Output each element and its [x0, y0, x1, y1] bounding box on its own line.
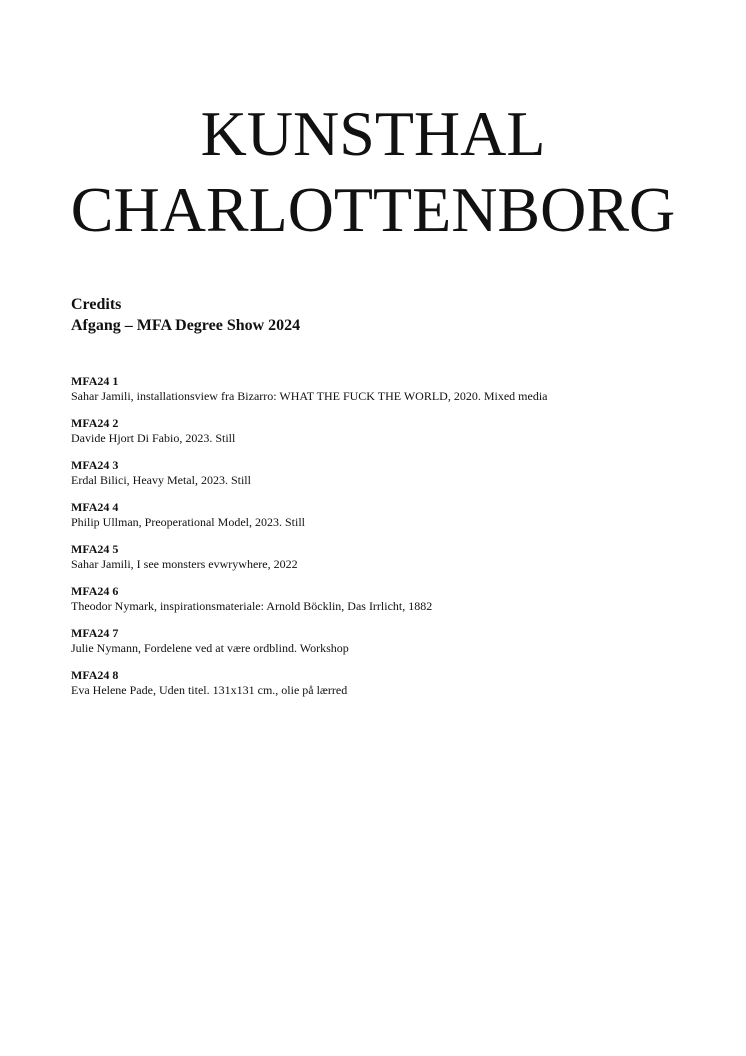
- credits-list: [71, 374, 711, 710]
- credit-item: [71, 458, 711, 488]
- document-heading: [71, 294, 300, 336]
- credit-description: Julie Nymann, Fordelene ved at være ordblind. Workshop: [71, 641, 349, 655]
- institution-title-line-1: KUNSTHAL: [200, 98, 546, 169]
- credit-item: [71, 542, 711, 572]
- credit-code: MFA24 6: [71, 584, 119, 598]
- credit-description: Erdal Bilici, Heavy Metal, 2023. Still: [71, 473, 251, 487]
- credit-description: Sahar Jamili, installationsview fra Bizarro: WHAT THE FUCK THE WORLD, 2020. Mixed media: [71, 389, 548, 403]
- credit-description: Eva Helene Pade, Uden titel. 131x131 cm., olie på lærred: [71, 683, 348, 697]
- credit-code: MFA24 5: [71, 542, 119, 556]
- credit-item: [71, 668, 711, 698]
- credit-code: MFA24 4: [71, 500, 119, 514]
- credit-code: MFA24 2: [71, 416, 119, 430]
- credit-item: [71, 416, 711, 446]
- credit-item: [71, 374, 711, 404]
- credit-item: [71, 584, 711, 614]
- credit-description: Sahar Jamili, I see monsters evwrywhere, 2022: [71, 557, 298, 571]
- credit-code: MFA24 3: [71, 458, 119, 472]
- credit-item: [71, 500, 711, 530]
- document-subtitle: Afgang – MFA Degree Show 2024: [71, 317, 301, 334]
- institution-title: [0, 96, 746, 248]
- credit-description: Philip Ullman, Preoperational Model, 2023. Still: [71, 515, 305, 529]
- credit-code: MFA24 7: [71, 626, 119, 640]
- credit-description: Theodor Nymark, inspirationsmateriale: Arnold Böcklin, Das Irrlicht, 1882: [71, 599, 433, 613]
- institution-title-line-2: CHARLOTTENBORG: [70, 174, 676, 245]
- credit-code: MFA24 8: [71, 668, 119, 682]
- document-title: Credits: [71, 296, 122, 313]
- credit-description: Davide Hjort Di Fabio, 2023. Still: [71, 431, 236, 445]
- credit-code: MFA24 1: [71, 374, 119, 388]
- credit-item: [71, 626, 711, 656]
